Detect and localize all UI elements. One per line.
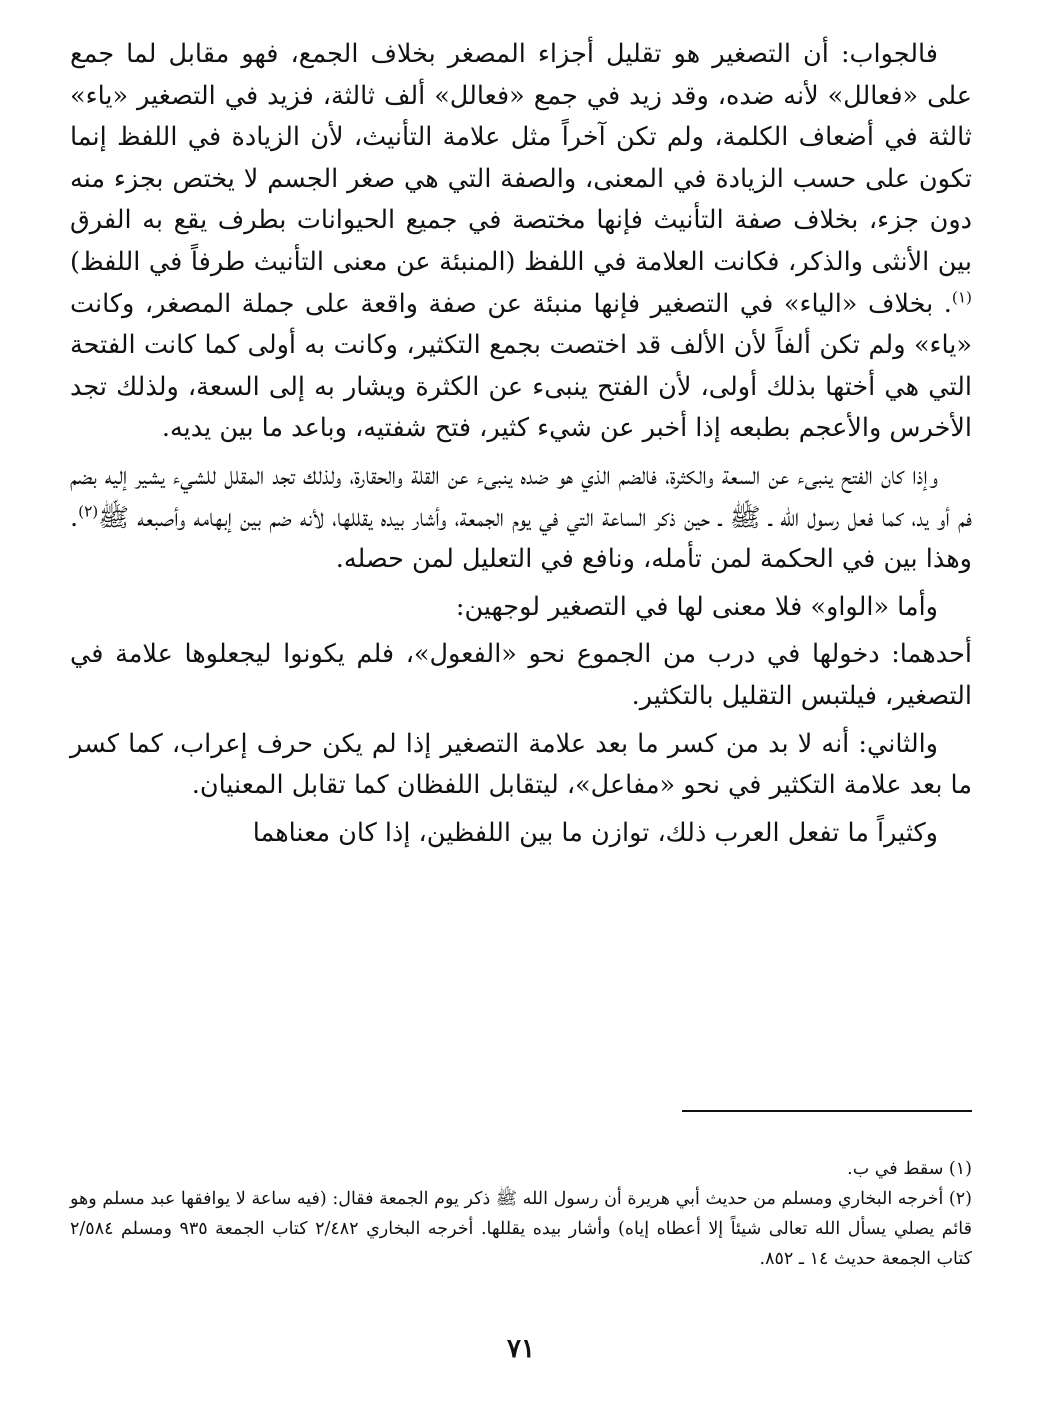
footnote-divider <box>682 1110 972 1112</box>
paragraph-text: وإذا كان الفتح ينبىء عن السعة والكثرة، فالضم الذي هو ضده ينبىء عن القلة والحقارة، ولذلك تجد المقلل للشيء يشير إليه بضم فم أو يد، كما فعل رسول الله ـ ﷺ ـ حين ذكر الساعة التي في يوم الجمعة، وأشار بيده يقللها، لأنه ضم بين إبهامه وأصبعه ﷺ <box>70 460 972 533</box>
footnote-ref-1: (١) <box>951 288 972 307</box>
page-number: ٧١ <box>507 1334 535 1364</box>
book-page <box>70 34 972 1374</box>
paragraph-4: أحدهما: دخولها في درب من الجموع نحو «الفعول»، فلم يكونوا ليجعلوها علامة في التصغير، فيلتبس التقليل بالتكثير. <box>70 639 972 711</box>
paragraph-text: فالجواب: أن التصغير هو تقليل أجزاء المصغر بخلاف الجمع، فهو مقابل لما جمع على «فعالل» لأنه ضده، وقد زيد في جمع «فعالل» ألف ثالثة، فزيد في التصغير «ياء» ثالثة في أضعاف الكلمة، ولم تكن آخراً مثل علامة التأنيث، لأن الزيادة في اللفظ إنما تكون على حسب الزيادة في المعنى، والصفة التي هي صغر الجسم لا يختص بجزء منه دون جزء، بخلاف صفة التأنيث فإنها مختصة في جميع الحيوانات بطرف يقع به الفرق بين الأنثى والذكر، فكانت العلامة في اللفظ (المنبئة عن معنى التأنيث طرفاً في اللفظ) <box>70 39 972 277</box>
footnote-ref-2: (٢) <box>78 502 99 521</box>
paragraph-text-rest: . وهذا بين في الحكمة لمن تأمله، ونافع في التعليل لمن حصله. <box>70 502 972 575</box>
paragraph-2 <box>70 456 972 581</box>
footnote-2: (٢) أخرجه البخاري ومسلم من حديث أبي هريرة أن رسول الله ﷺ ذكر يوم الجمعة فقال: (فيه ساعة لا يوافقها عبد مسلم وهو قائم يصلي يسأل الله تعالى شيئاً إلا أعطاه إياه) وأشار بيده يقللها. أخرجه البخاري ٢/٤٨٢ كتاب الجمعة ٩٣٥ ومسلم ٢/٥٨٤ كتاب الجمعة حديث ١٤ ـ ٨٥٢. <box>70 1189 972 1269</box>
footnote-1: (١) سقط في ب. <box>847 1159 972 1179</box>
paragraph-3: وأما «الواو» فلا معنى لها في التصغير لوجهين: <box>455 591 938 622</box>
paragraph-5: والثاني: أنه لا بد من كسر ما بعد علامة التصغير إذا لم يكن حرف إعراب، كما كسر ما بعد علامة التكثير في نحو «مفاعل»، ليتقابل اللفظان كما تقابل المعنيان. <box>70 728 972 801</box>
footnotes <box>70 1154 972 1274</box>
main-text <box>70 34 972 854</box>
paragraph-1 <box>70 34 972 450</box>
paragraph-6: وكثيراً ما تفعل العرب ذلك، توازن ما بين اللفظين، إذا كان معناهما <box>252 817 938 848</box>
paragraph-text-rest: . بخلاف «الياء» في التصغير فإنها منبئة عن صفة واقعة على جملة المصغر، وكانت «ياء» ولم تكن ألفاً لأن الألف قد اختصت بجمع التكثير، وكانت به أولى كما كانت الفتحة التي هي أختها بذلك أولى، لأن الفتح ينبىء عن الكثرة ويشار به إلى السعة، ولذلك تجد الأخرس والأعجم بطبعه إذا أخبر عن شيء كثير، فتح شفتيه، وباعد ما بين يديه. <box>70 288 972 444</box>
